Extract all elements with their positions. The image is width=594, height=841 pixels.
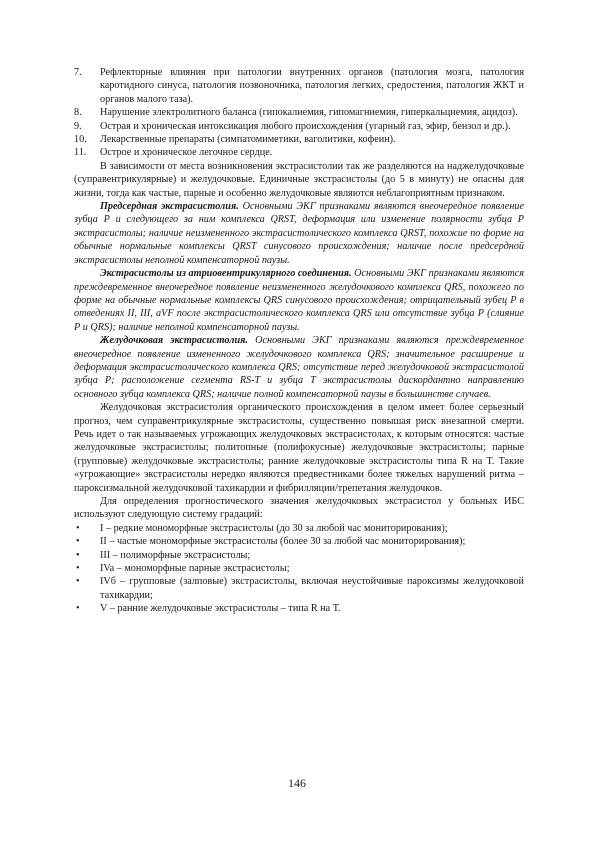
grade-item — [74, 522, 524, 535]
grade-item — [74, 535, 524, 548]
bullet-icon: • — [76, 549, 80, 561]
grade-item — [74, 602, 524, 615]
bullet-icon: • — [76, 536, 80, 548]
paragraph-prognosis: Желудочковая экстрасистолия органического происхождения в целом имеет более серьезный прогноз, чем суправентрикулярные экстрасистолы, существенно повышая риск внезапной смерти. Речь идет о так называемых угрожающих желудочковых экстрасистолах, к которым относятся: частые желудочковые экстрасистолы; политопные (полифокусные) желудочковые экстрасистолы; парные (групповые) желудочковые экстрасистолы; ранние желудочковые экстрасистолы типа R на Т. Такие «угрожающие» экстрасистолы нередко являются предвестниками более тяжелых нарушений ритма – пароксизмальной желудочковой тахикардии и фибрилляции/трепетания желудочков. — [74, 402, 524, 494]
paragraph-grading: Для определения прогностического значения желудочковых экстрасистол у больных ИБС используют следующую систему градаций: — [74, 496, 524, 521]
page-body — [74, 66, 524, 616]
bullet-icon: • — [76, 576, 80, 588]
grade-text: IVa – мономорфные парные экстрасистолы; — [100, 563, 290, 575]
list-item — [74, 146, 524, 159]
av-text: Основными ЭКГ признаками являются преждевременное внеочередное появление неизмененного желудочкового комплекса QRS, похожего по форме на обычные нормальные комплексы QRS синусового происхождения; отрицательный зубец Р в отведениях II, III, aVF после экстрасистолического комплекса QRS или отсутствие зубца Р (слияние Р и QRS); наличие неполной компенсаторной паузы. — [74, 268, 525, 333]
bullet-icon: • — [76, 603, 80, 615]
list-number: 8. — [74, 107, 82, 119]
atrial-text: Основными ЭКГ признаками являются внеочередное появление зубца Р и следующего за ним комплекса QRST, деформация или изменение полярности зубца Р экстрасистолы; наличие неизмененного экстрасистолического комплекса QRST, похожие по форме на обычные нормальные комплексы QRST синусового происхождения; наличие после предсердной экстрасистолы неполной компенсаторной паузы. — [74, 201, 524, 266]
list-item — [74, 133, 524, 146]
list-item — [74, 106, 524, 119]
list-text: Рефлекторные влияния при патологии внутренних органов (патология мозга, патология каротидного синуса, патология позвоночника, патология легких, средостения, патология ЖКТ и органов малого таза). — [100, 67, 524, 105]
bullet-icon: • — [76, 522, 80, 534]
list-number: 10. — [74, 134, 87, 146]
grade-item — [74, 575, 524, 602]
bullet-icon: • — [76, 563, 80, 575]
heading-ventricular: Желудочковая экстрасистолия. — [100, 335, 248, 347]
list-text: Нарушение электролитного баланса (гипокалиемия, гипомагниемия, гиперкальциемия, ацидоз). — [100, 107, 518, 119]
list-number: 9. — [74, 120, 82, 132]
list-number: 11. — [74, 147, 87, 159]
ventricular-text: Основными ЭКГ признаками являются преждевременное внеочередное появление измененного желудочкового комплекса QRS; значительное расширение и деформация экстрасистолического комплекса QRS; отсутствие перед желудочковой экстрасистолой зубца Р; расположение сегмента RS-T и зубца Т экстрасистолы дискордантно направлению основного зубца комплекса QRS; наличие полной компенсаторной паузы в большинстве случаев. — [74, 335, 525, 400]
paragraph-ventricular — [74, 334, 524, 401]
list-text: Лекарственные препараты (симпатомиметики, ваголитики, кофеин). — [100, 134, 396, 146]
paragraph-av — [74, 267, 524, 334]
grade-item — [74, 562, 524, 575]
paragraph-atrial — [74, 200, 524, 267]
heading-atrial: Предсердная экстрасистолия. — [100, 201, 239, 213]
list-item — [74, 66, 524, 106]
grade-text: III – полиморфные экстрасистолы; — [100, 549, 251, 561]
page-number: 146 — [288, 776, 306, 790]
grade-text: I – редкие мономорфные экстрасистолы (до 30 за любой час мониторирования); — [100, 522, 448, 534]
list-number: 7. — [74, 67, 82, 78]
list-item — [74, 120, 524, 133]
grade-text: IVб – групповые (залповые) экстрасистолы, включая неустойчивые пароксизмы желудочковой тахикардии; — [100, 576, 524, 601]
grade-item — [74, 549, 524, 562]
heading-av: Экстрасистолы из атриовентрикулярного соединения. — [100, 268, 352, 280]
grade-text: II – частые мономорфные экстрасистолы (более 30 за любой час мониторирования); — [100, 536, 466, 548]
paragraph-classification: В зависимости от места возникновения экстрасистолии так же разделяются на наджелудочковые (суправентрикулярные) и желудочковые. Единичные экстрасистолы (до 5 в минуту) не опасны для жизни, тогда как частые, парные и особенно желудочковые являются неблагоприятным признаком. — [74, 160, 524, 199]
list-text: Острая и хроническая интоксикация любого происхождения (угарный газ, эфир, бензол и др.). — [100, 120, 511, 132]
list-text: Острое и хроническое легочное сердце. — [100, 147, 273, 159]
grade-text: V – ранние желудочковые экстрасистолы – типа R на Т. — [100, 603, 341, 615]
